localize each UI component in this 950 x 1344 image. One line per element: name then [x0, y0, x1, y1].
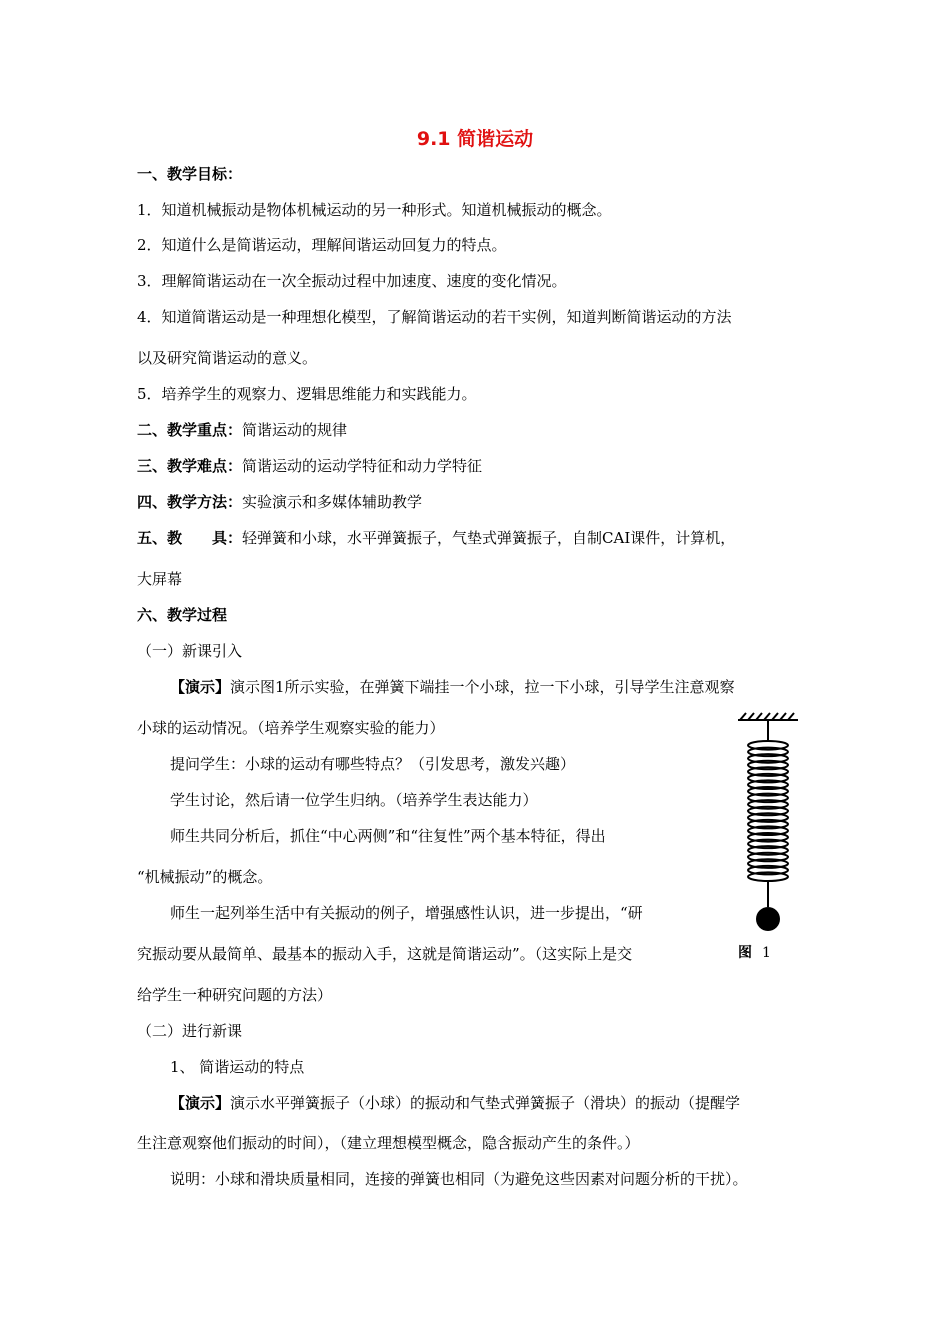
section-text: 简谐运动的运动学特征和动力学特征: [242, 457, 483, 475]
goal-item: 4．知道简谐运动是一种理想化模型，了解简谐运动的若干实例，知道判断简谐运动的方法: [137, 308, 732, 326]
goal-item: 3．理解简谐运动在一次全振动过程中加速度、速度的变化情况。: [137, 272, 567, 290]
section-heading: 四、教学方法：: [137, 493, 243, 511]
paragraph-demo-1: [170, 677, 735, 697]
section-text: 轻弹簧和小球，水平弹簧振子，气垫式弹簧振子，自制CAI课件，计算机，: [242, 529, 736, 547]
spring-coils: [748, 741, 788, 881]
paragraph-demo-2: [170, 1093, 740, 1113]
paragraph-continued: 给学生一种研究问题的方法）: [137, 986, 333, 1004]
subsection-heading: （一）新课引入: [137, 642, 243, 660]
section-text: 实验演示和多媒体辅助教学: [242, 493, 423, 511]
figure-caption: [738, 944, 771, 962]
section-heading: 三、教学难点：: [137, 457, 243, 475]
section-heading-objectives: 一、教学目标：: [137, 165, 243, 183]
paragraph-continued: “机械振动”的概念。: [137, 868, 273, 886]
section-heading: 二、教学重点：: [137, 421, 243, 439]
section-tools: [137, 528, 735, 548]
item-heading: 1、 简谐运动的特点: [170, 1058, 305, 1076]
goal-item: 1．知道机械振动是物体机械运动的另一种形式。知道机械振动的概念。: [137, 201, 612, 219]
section-difficulties: [137, 456, 482, 476]
paragraph: 提问学生：小球的运动有哪些特点？（引发思考，激发兴趣）: [170, 755, 576, 773]
paragraph: 师生共同分析后，抓住“中心两侧”和“往复性”两个基本特征，得出: [170, 827, 606, 845]
goal-item: 2．知道什么是简谐运动，理解间谐运动回复力的特点。: [137, 236, 507, 254]
section-tools-continued: 大屏幕: [137, 570, 183, 588]
figure-number: 1: [762, 945, 771, 961]
ceiling-mount: [738, 713, 798, 907]
section-key-points: [137, 420, 347, 440]
goal-item: 5．培养学生的观察力、逻辑思维能力和实践能力。: [137, 385, 477, 403]
demo-tag: 【演示】: [170, 678, 231, 696]
section-methods: [137, 492, 422, 512]
section-heading-process: 六、教学过程: [137, 606, 228, 624]
paragraph-continued: 小球的运动情况。（培养学生观察实验的能力）: [137, 719, 445, 737]
paragraph: 学生讨论，然后请一位学生归纳。（培养学生表达能力）: [170, 791, 538, 809]
paragraph-text: 演示图1所示实验，在弹簧下端挂一个小球，拉一下小球，引导学生注意观察: [230, 678, 735, 696]
spring-ball-figure: [728, 712, 808, 942]
demo-tag: 【演示】: [170, 1094, 231, 1112]
section-text: 简谐运动的规律: [242, 421, 348, 439]
goal-item-continued: 以及研究简谐运动的意义。: [137, 349, 318, 367]
paragraph: 师生一起列举生活中有关振动的例子，增强感性认识，进一步提出，“研: [170, 904, 643, 922]
ball: [756, 907, 780, 931]
paragraph-continued: 究振动要从最简单、最基本的振动入手，这就是简谐运动”。（这实际上是交: [137, 945, 633, 963]
subsection-heading: （二）进行新课: [137, 1022, 243, 1040]
paragraph-continued: 生注意观察他们振动的时间），（建立理想模型概念，隐含振动产生的条件。）: [137, 1134, 640, 1152]
section-heading: 五、教 具：: [137, 529, 243, 547]
page-title: 9.1 简谐运动: [416, 128, 534, 150]
paragraph-text: 演示水平弹簧振子（小球）的振动和气垫式弹簧振子（滑块）的振动（提醒学: [230, 1094, 741, 1112]
figure-label: 图: [738, 945, 752, 961]
paragraph: 说明：小球和滑块质量相同，连接的弹簧也相同（为避免这些因素对问题分析的干扰）。: [170, 1170, 748, 1188]
